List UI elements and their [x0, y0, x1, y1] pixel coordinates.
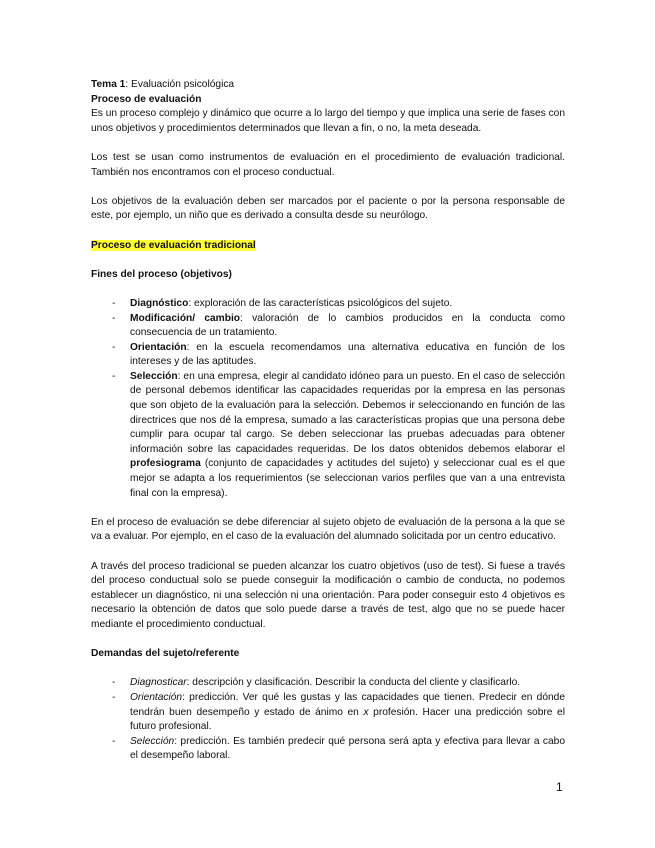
paragraph-traditional: A través del proceso tradicional se pueden alcanzar los cuatro objetivos (uso de test). Si fuese a través del proceso conductual solo se puede conseguir la modificación o cambio de conducta, no podemos establecer un diagnóstico, ni una selección ni una orientación. Para poder conseguir esto 4 objetivos es necesario la obtención de datos que solo puede darse a través de test, algo que no se puede hacer mediante el procedimiento conductual.	[91, 560, 565, 630]
document-page	[91, 78, 565, 764]
paragraph-differentiate: En el proceso de evaluación se debe diferenciar al sujeto objeto de evaluación de la persona a la que se va a evaluar. Por ejemplo, en el caso de la evaluación del alumnado solicitada por un centro educativo.	[91, 516, 565, 543]
list-item: - Selección: predicción. Es también predecir qué persona será apta y efectiva para llevar a cabo el desempeño laboral.	[91, 735, 565, 764]
topic-title: Tema 1: Evaluación psicológica	[91, 79, 235, 90]
fines-heading: Fines del proceso (objetivos)	[91, 268, 232, 280]
demandas-heading: Demandas del sujeto/referente	[91, 648, 240, 660]
section-subtitle: Proceso de evaluación	[91, 93, 202, 105]
paragraph-objectives: Los objetivos de la evaluación deben ser marcados por el paciente o por la persona responsable de este, por ejemplo, un niño que es derivado a consulta desde su neurólogo.	[91, 195, 565, 222]
list-item: - Modificación/ cambio: valoración de lo cambios producidos en la conducta como consecuencia de un tratamiento.	[91, 312, 565, 341]
highlighted-heading: Proceso de evaluación tradicional	[91, 239, 256, 251]
list-item: - Orientación: en la escuela recomendamos una alternativa educativa en función de los intereses y de las aptitudes.	[91, 341, 565, 370]
paragraph-intro: Es un proceso complejo y dinámico que ocurre a lo largo del tiempo y que implica una serie de fases con unos objetivos y procedimientos determinados que llevan a fin, o no, la meta deseada.	[91, 108, 565, 134]
list-item: - Selección: en una empresa, elegir al candidato idóneo para un puesto. En el caso de selección de personal debemos identificar las capacidades requeridas por la empresa en las personas que son objeto de la evaluación para la selección. Debemos ir seleccionando en función de las directrices que nos dé la empresa, sumado a las características propias que una persona debe cumplir para ocupar tal cargo. Se deben seleccionar las pruebas adecuadas para obtener información sobre las capacidades requeridas. De los datos obtenidos debemos elaborar el profesiograma (conjunto de capacidades y actitudes del sujeto) y seleccionar cual es el que mejor se adapta a los requerimientos (se seleccionan varios perfiles que van a una entrevista final con la empresa).	[91, 370, 565, 501]
list-item: - Diagnóstico: exploración de las características psicológicos del sujeto.	[91, 297, 565, 312]
list-item: - Diagnosticar: descripción y clasificación. Describir la conducta del cliente y clasificarlo.	[91, 676, 565, 691]
fines-list	[91, 297, 565, 501]
demandas-list	[91, 676, 565, 764]
page-number: 1	[556, 780, 563, 794]
paragraph-tests: Los test se usan como instrumentos de evaluación en el procedimiento de evaluación tradicional. También nos encontramos con el proceso conductual.	[91, 151, 565, 178]
list-item: - Orientación: predicción. Ver qué les gustas y las capacidades que tienen. Predecir en dónde tendrán buen desempeño y estado de ánimo en x profesión. Hacer una predicción sobre el futuro profesional.	[91, 691, 565, 735]
